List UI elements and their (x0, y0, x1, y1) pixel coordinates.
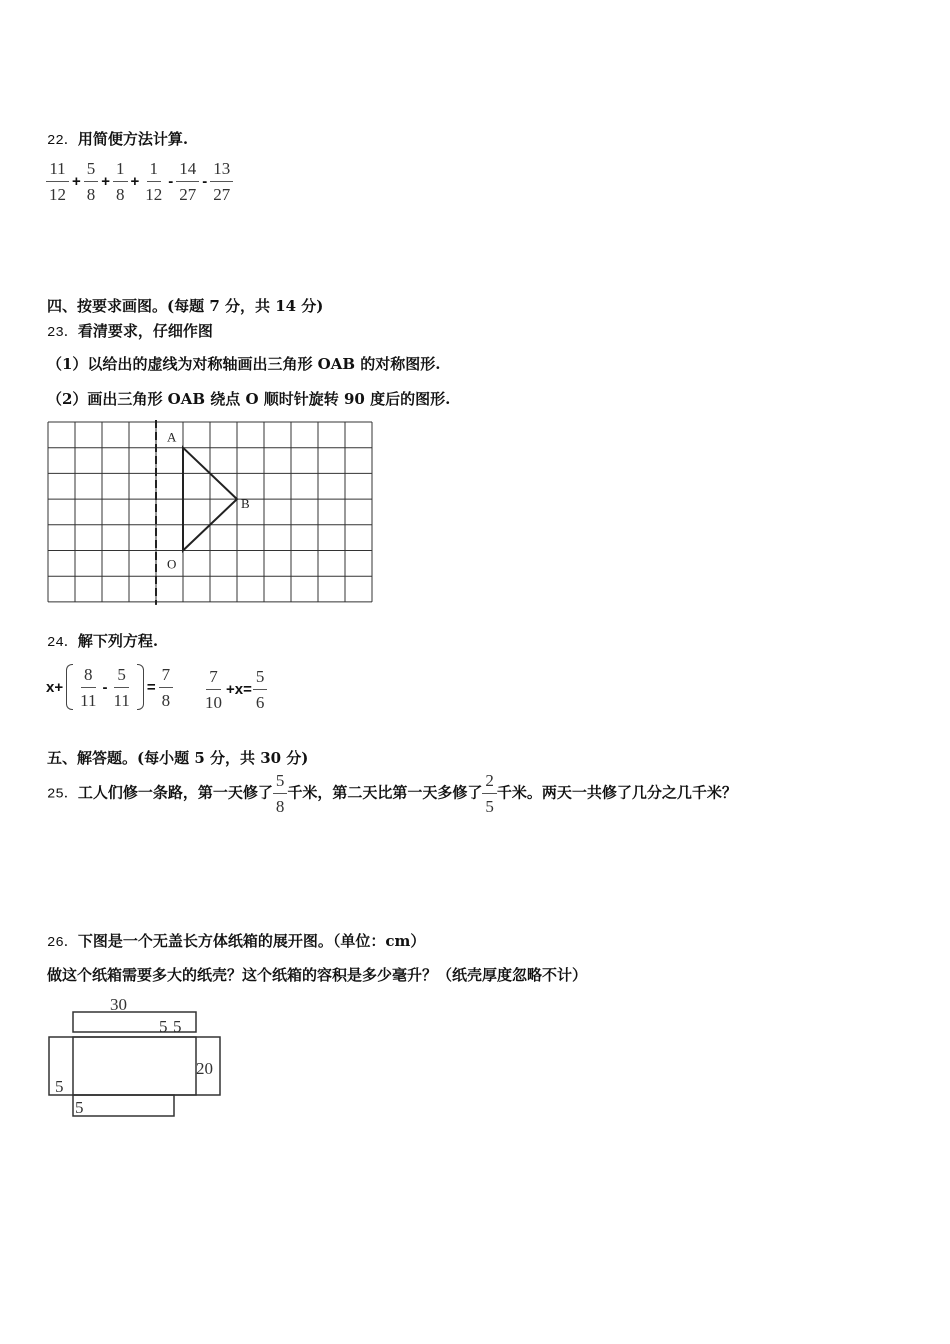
q23-grid-figure (46, 420, 376, 608)
q25-number: 25． (47, 786, 78, 803)
fraction (84, 160, 99, 203)
q25-fraction-1 (273, 772, 288, 815)
operator: - (168, 173, 174, 190)
numerator: 13 (210, 160, 233, 182)
eq2-rhs-fraction (253, 668, 268, 711)
numerator: 8 (81, 666, 96, 688)
q24-equation-1 (46, 664, 173, 710)
q25-text-1: 工人们修一条路，第一天修了 (77, 783, 273, 802)
denominator: 8 (275, 797, 285, 816)
q23-number: 23． (47, 325, 78, 341)
eq1-equals: = (146, 678, 156, 696)
left-paren (66, 664, 73, 710)
fraction (142, 160, 165, 203)
eq2-middle: +x= (226, 681, 252, 698)
label-flap-b: 5 (173, 1017, 182, 1036)
fraction (210, 160, 233, 203)
q22-title: 用简便方法计算. (77, 130, 189, 148)
eq1-minus: - (102, 678, 108, 696)
q25-text-2: 千米，第二天比第一天多修了 (287, 783, 483, 802)
box-net-figure (46, 993, 236, 1125)
numerator: 2 (482, 772, 497, 794)
numerator: 5 (84, 160, 99, 182)
q26-title: 下图是一个无盖长方体纸箱的展开图。（单位：cm） (77, 932, 426, 950)
denominator: 12 (145, 185, 163, 204)
q25-fraction-2 (482, 772, 497, 815)
numerator: 5 (273, 772, 288, 794)
denominator: 6 (255, 693, 265, 712)
eq2-fraction-1 (202, 668, 225, 711)
operator: + (101, 173, 111, 190)
q24-equation-2 (202, 668, 267, 711)
q26-number: 26． (47, 935, 78, 951)
numerator: 5 (253, 668, 268, 690)
fraction (46, 160, 69, 203)
q23-part1: （1）以给出的虚线为对称轴画出三角形 OAB 的对称图形. (47, 355, 441, 373)
denominator: 12 (49, 185, 66, 204)
eq1-fraction-1 (77, 666, 99, 709)
numerator: 11 (46, 160, 68, 182)
grid-lines (48, 422, 372, 602)
denominator: 11 (80, 690, 97, 710)
label-width: 20 (196, 1059, 213, 1078)
q24-number: 24． (47, 635, 78, 651)
denominator: 27 (179, 185, 197, 204)
label-flap-a: 5 (159, 1017, 168, 1036)
bottom-flap (73, 1095, 174, 1116)
point-a-label: A (167, 429, 177, 445)
fraction (176, 160, 199, 203)
right-paren (137, 664, 144, 710)
q22-expression (46, 160, 233, 203)
numerator: 14 (176, 160, 199, 182)
q25-text-3: 千米。两天一共修了几分之几千米？ (496, 783, 737, 802)
label-left-flap: 5 (55, 1077, 64, 1096)
q24-heading (47, 630, 158, 651)
point-b-label: B (241, 496, 250, 512)
eq1-fraction-2 (110, 666, 132, 709)
numerator: 1 (147, 160, 162, 182)
operator: + (130, 173, 140, 190)
section5-heading: 五、解答题。(每小题 5 分，共 30 分) (47, 749, 309, 767)
numerator: 5 (114, 666, 129, 688)
point-o-label: O (167, 556, 177, 572)
operator: - (202, 173, 208, 190)
label-length: 30 (110, 995, 127, 1014)
q22-number: 22． (47, 133, 78, 149)
eq1-prefix: x+ (46, 678, 64, 696)
q25-text (47, 772, 737, 815)
denominator: 11 (113, 690, 130, 710)
label-bottom-flap: 5 (75, 1098, 84, 1117)
denominator: 10 (205, 693, 222, 712)
denominator: 8 (86, 185, 96, 204)
box-base (73, 1037, 196, 1095)
numerator: 1 (113, 160, 128, 182)
section4-heading: 四、按要求画图。(每题 7 分，共 14 分) (47, 297, 324, 315)
q23-part2: （2）画出三角形 OAB 绕点 O 顺时针旋转 90 度后的图形. (47, 390, 451, 408)
q26-question: 做这个纸箱需要多大的纸壳？这个纸箱的容积是多少毫升？（纸壳厚度忽略不计） (47, 966, 588, 984)
q26-heading (47, 930, 425, 951)
denominator: 27 (213, 185, 231, 204)
operator: + (72, 173, 81, 190)
numerator: 7 (159, 666, 174, 688)
fraction (113, 160, 128, 203)
eq1-rhs-fraction (159, 666, 174, 709)
denominator: 8 (116, 185, 125, 204)
middle-strip (49, 1037, 220, 1095)
denominator: 8 (161, 690, 171, 710)
q23-title: 看清要求，仔细作图 (77, 322, 213, 340)
denominator: 5 (485, 797, 494, 816)
numerator: 7 (206, 668, 221, 690)
q23-heading (47, 320, 213, 341)
q22-heading (47, 128, 188, 149)
q24-title: 解下列方程. (77, 632, 159, 650)
